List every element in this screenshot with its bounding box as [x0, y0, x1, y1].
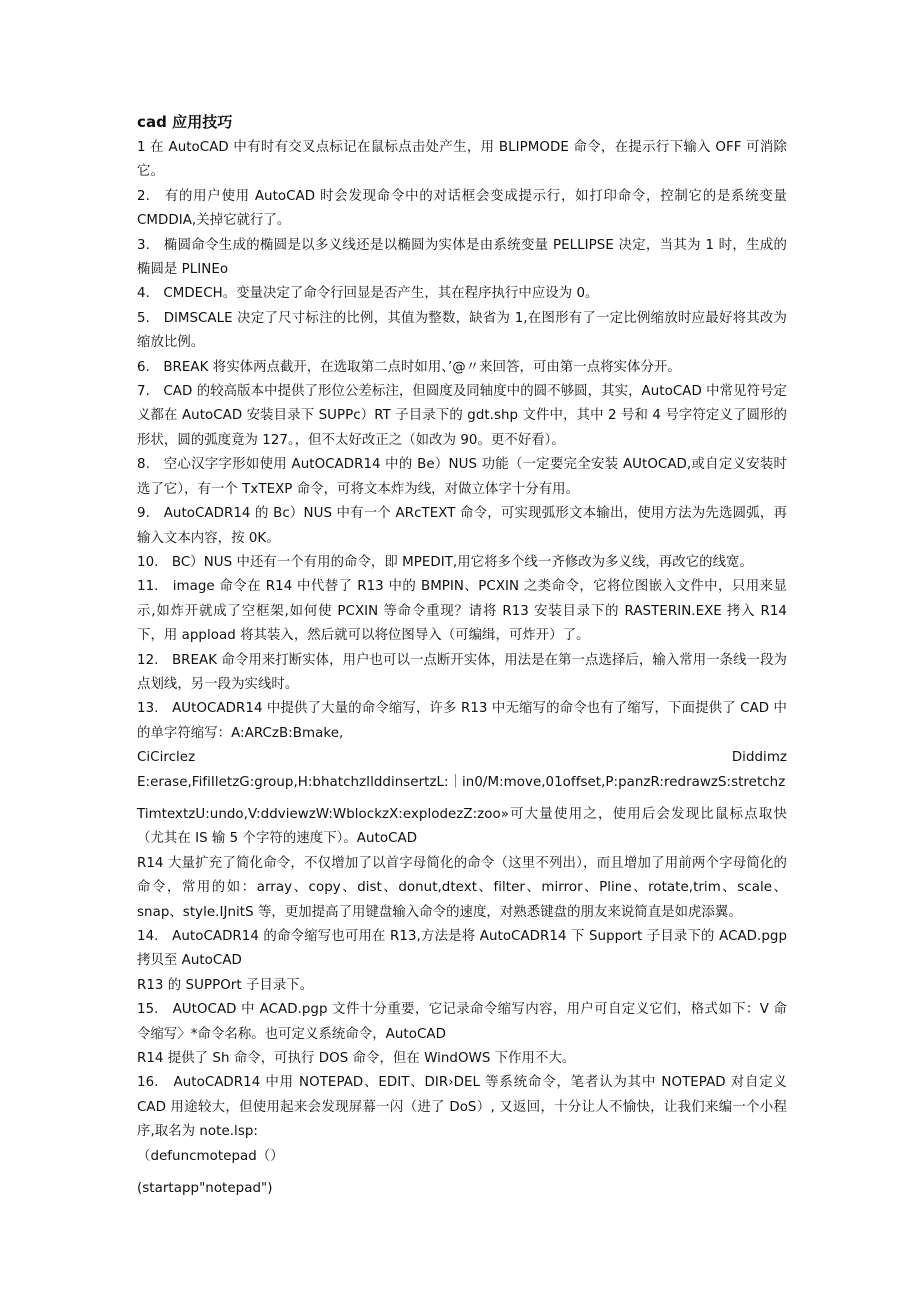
paragraph-12: 12. BREAK 命令用来打断实体，用户也可以一点断开实体，用法是在第一点选择后，输入常用一条线一段为点划线，另一段为实线时。 [137, 652, 787, 692]
abbrev-line: E:erase,FifiIletzG:group,H:bhatchzIlddinsertzL:｜in0/M:move,01offset,P:panzR:redrawzS:stretchz [137, 774, 786, 790]
paragraph-6: 6. BREAK 将实体两点截开，在选取第二点时如用、’@〃来回答，可由第一点将实体分开。 [137, 359, 681, 375]
paragraph-1: 1 在 AutoCAD 中有时有交叉点标记在鼠标点击处产生，用 BLIPMODE 命令，在提示行下输入 OFF 可消除它。 [137, 140, 787, 180]
paragraph-2: 2. 有的用户使用 AutoCAD 时会发现命令中的对话框会变成提示行，如打印命令，控制它的是系统变量 CMDDIA,关掉它就行了。 [137, 188, 787, 229]
paragraph-11: 11. image 命令在 R14 中代替了 R13 中的 BMPIN、PCXIN 之类命令，它将位图嵌入文件中，只用来显示,如炸开就成了空框架,如何使 PCXIN 等命令重现？请将 R13 安装目录下的 RASTERIN.EXE 拷入 R14 下，用 appload 将其装入，然后就可以将位图导入（可编缉，可炸开）了。 [137, 579, 787, 644]
paragraph-14-cont: R13 的 SUPPOrt 子目录下。 [137, 977, 314, 993]
abbrev-split-line [137, 746, 787, 770]
paragraph-14: 14. AutoCADR14 的命令缩写也可用在 R13,方法是将 AutoCADR14 下 Support 子目录下的 ACAD.pgp 拷贝至 AutoCAD [137, 929, 787, 969]
paragraph-13: 13. AUtOCADR14 中提供了大量的命令缩写，许多 R13 中无缩写的命令也有了缩写，下面提供了 CAD 中的单字符缩写：A:ARCzB:Bmake, [137, 701, 787, 741]
paragraph-3: 3. 椭圆命令生成的椭圆是以多义线还是以椭圆为实体是由系统变量 PELLIPSE 决定，当其为 1 时，生成的椭圆是 PLINEo [137, 237, 787, 278]
paragraph-15: 15. AUtOCAD 中 ACAD.pgp 文件十分重要，它记录命令缩写内容，用户可自定义它们，格式如下：V 命令缩写〉*命令名称。也可定义系统命令，AutoCAD [137, 1002, 787, 1042]
paragraph-4: 4. CMDECH。变量决定了命令行回显是否产生，其在程序执行中应设为 0。 [137, 286, 599, 302]
paragraph-15-cont: R14 提供了 Sh 命令，可执行 DOS 命令，但在 WindOWS 下作用不大。 [137, 1051, 576, 1067]
paragraph-7: 7. CAD 的较高版本中提供了形位公差标注，但圆度及同轴度中的圆不够圆，其实，AutoCAD 中常见符号定义都在 AutoCAD 安装目录下 SUPPc）RT 子目录下的 gdt.shp 文件中，其中 2 号和 4 号字符定义了圆形的形状，圆的弧度竟为 127。，但不太好改正之（如改为 90。更不好看）。 [137, 384, 787, 448]
document-body [137, 108, 787, 1201]
abbrev-right: Diddimz [731, 750, 787, 766]
code-line-startapp: (startapp"notepad") [137, 1181, 273, 1197]
code-gap [137, 1169, 787, 1177]
line-gap [137, 795, 787, 803]
paragraph-r14-abbrev: R14 大量扩充了简化命令，不仅增加了以首字母简化的命令（这里不列出），而且增加了用前两个字母简化的命令，常用的如：array、copy、dist、donut,dtext、filter、mirror、Pline、rotate,trim、scale、snap、style.IJnitS 等，更加提高了用键盘输入命令的速度，对熟悉键盘的朋友来说简直是如虎添翼。 [137, 855, 787, 920]
paragraph-10: 10. BC）NUS 中还有一个有用的命令，即 MPEDIT,用它将多个线一齐修改为多义线，再改它的线宽。 [137, 554, 753, 570]
paragraph-8: 8. 空心汉字字形如使用 AutOCADR14 中的 Be）NUS 功能（一定要完全安装 AUtOCAD,或自定义安装时选了它），有一个 TxTEXP 命令，可将文本炸为线，对做立体字十分有用。 [137, 457, 787, 497]
code-line-defun: （defuncmotepad（） [137, 1148, 284, 1164]
paragraph-13-cont: TimtextzU:undo,V:ddviewzW:WblockzX:explodezZ:zoo»可大量使用之，使用后会发现比鼠标点取快（尤其在 IS 输 5 个字符的速度下）。AutoCAD [137, 806, 787, 847]
paragraph-5: 5. DlMSCALE 决定了尺寸标注的比例，其值为整数，缺省为 1,在图形有了一定比例缩放时应最好将其改为缩放比例。 [137, 310, 787, 351]
paragraph-16: 16. AutoCADR14 中用 NOTEPAD、EDIT、DIR›DEL 等系统命令，笔者认为其中 NOTEPAD 对自定义 CAD 用途较大，但使用起来会发现屏幕一闪（进了 DoS）, 又返回，十分让人不愉快，让我们来编一个小程序,取名为 note.lsp: [137, 1075, 787, 1140]
abbrev-left: CiCirclez [137, 750, 196, 766]
paragraph-9: 9. AutoCADR14 的 Bc）NUS 中有一个 ARcTEXT 命令，可实现弧形文本输出，使用方法为先选圆弧，再输入文本内容，按 0K。 [137, 506, 787, 546]
document-title: cad 应用技巧 [137, 113, 233, 131]
